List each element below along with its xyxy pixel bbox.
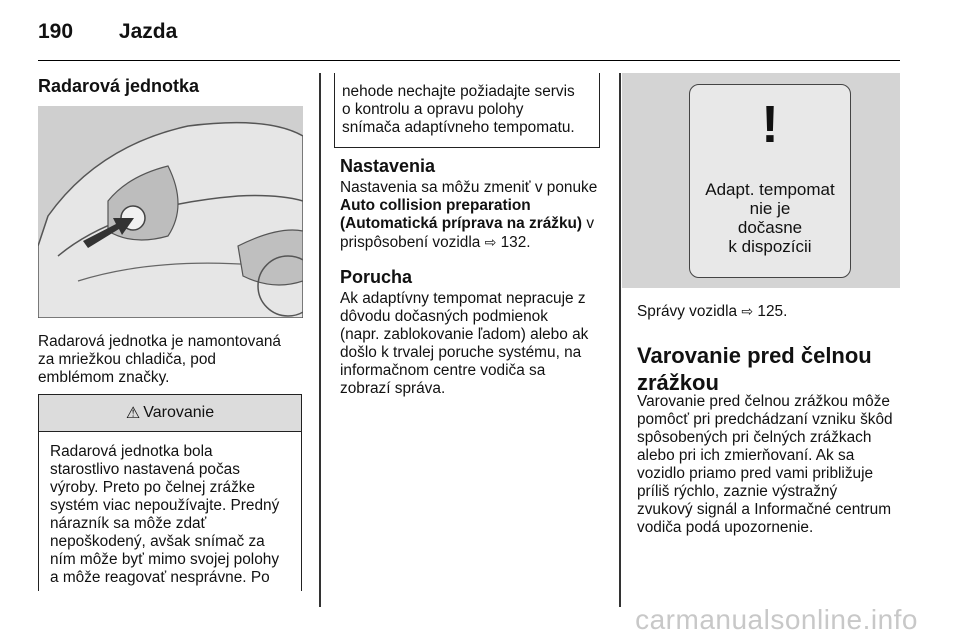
warning-line: o kontrolu a opravu polohy [342, 101, 524, 118]
vehicle-messages-ref [637, 302, 787, 321]
settings-line [340, 233, 610, 252]
fcw-line: pomôcť pri predchádzaní vzniku škôd [637, 411, 893, 428]
warning-line: systém viac nepoužívajte. Predný [50, 497, 280, 514]
fault-line: došlo k trvalej poruche systému, na [340, 344, 582, 361]
fault-heading: Porucha [340, 267, 413, 287]
warning-line: výroby. Preto po čelnej zrážke [50, 479, 256, 496]
page-header [38, 20, 177, 44]
section-title: Jazda [118, 20, 178, 43]
car-front-image [38, 106, 303, 318]
exclamation-icon: ! [761, 96, 779, 154]
fault-text [340, 290, 610, 398]
warning-line: Radarová jednotka bola [50, 443, 213, 460]
warning-line: starostlivo nastavená počas [50, 461, 240, 478]
ref-text: Správy vozidla [637, 303, 742, 320]
page-number: 190 [38, 20, 74, 43]
menu-option-name: Auto collision preparation [340, 197, 531, 214]
warning-icon: ⚠ [125, 405, 141, 422]
display-line: nie je [749, 199, 791, 218]
fcw-line: zvukový signál a Informačné centrum [637, 501, 892, 518]
fault-line: Ak adaptívny tempomat nepracuje z [340, 290, 586, 307]
watermark: carmanualsonline.info [635, 604, 918, 635]
radar-unit-heading: Radarová jednotka [38, 76, 200, 96]
warning-line: nepoškodený, avšak snímač za [50, 533, 265, 550]
fcw-line: spôsobených pri čelných zrážkach [637, 429, 872, 446]
settings-line-suffix: v [582, 215, 595, 232]
page-ref-arrow-icon: ⇨ [484, 234, 497, 250]
column-divider-2 [619, 73, 621, 607]
fault-line: (napr. zablokovanie ľadom) alebo ak [340, 326, 589, 343]
settings-line [340, 215, 610, 233]
warning-line: snímača adaptívneho tempomatu. [342, 119, 575, 136]
display-line: Adapt. tempomat [705, 180, 835, 199]
page-ref-link[interactable]: 125. [753, 303, 788, 320]
warning-line: nehode nechajte požiadajte servis [342, 83, 575, 100]
display-line: k dispozícii [728, 237, 812, 256]
warning-title: Varovanie [143, 404, 215, 421]
fcw-line: Varovanie pred čelnou zrážkou môže [637, 393, 890, 410]
settings-line-text: prispôsobení vozidla [340, 234, 485, 251]
heading-line: zrážkou [637, 370, 719, 395]
settings-text [340, 179, 610, 252]
warning-text [50, 443, 300, 587]
settings-line: Nastavenia sa môžu zmeniť v ponuke [340, 179, 598, 196]
display-panel [689, 84, 851, 278]
header-rule [38, 60, 900, 61]
fcw-line: vozidlo priamo pred vami približuje [637, 465, 874, 482]
display-line: dočasne [737, 218, 803, 237]
fault-line: zobrazí správa. [340, 380, 446, 397]
fcw-line: príliš rýchlo, zaznie výstražný [637, 483, 838, 500]
paragraph-line: za mriežkou chladiča, pod [38, 351, 216, 368]
warning-header [38, 394, 302, 432]
settings-heading: Nastavenia [340, 156, 436, 176]
warning-line: ním môže byť mimo svojej polohy [50, 551, 280, 568]
page-ref-arrow-icon: ⇨ [741, 303, 754, 319]
page-ref-link[interactable]: 132. [496, 234, 531, 251]
paragraph-line: Radarová jednotka je namontovaná [38, 333, 281, 350]
radar-unit-paragraph [38, 333, 308, 387]
warning-line: nárazník sa môže zdať [50, 515, 207, 532]
fault-line: dôvodu dočasných podmienok [340, 308, 548, 325]
fcw-line: vodiča podá upozornenie. [637, 519, 814, 536]
menu-option-translation: (Automatická príprava na zrážku) [340, 215, 583, 232]
fault-line: informačnom centre vodiča sa [340, 362, 546, 379]
warning-continued-text [342, 83, 598, 137]
paragraph-line: emblémom značky. [38, 369, 170, 386]
heading-line: Varovanie pred čelnou [637, 343, 872, 368]
warning-line: a môže reagovať nesprávne. Po [50, 569, 270, 586]
driver-info-display-image [622, 73, 900, 288]
fcw-text [637, 393, 912, 537]
fcw-line: alebo pri ich zmierňovaní. Ak sa [637, 447, 855, 464]
display-message [690, 180, 850, 256]
fcw-heading [637, 342, 872, 396]
column-divider-1 [319, 73, 321, 607]
